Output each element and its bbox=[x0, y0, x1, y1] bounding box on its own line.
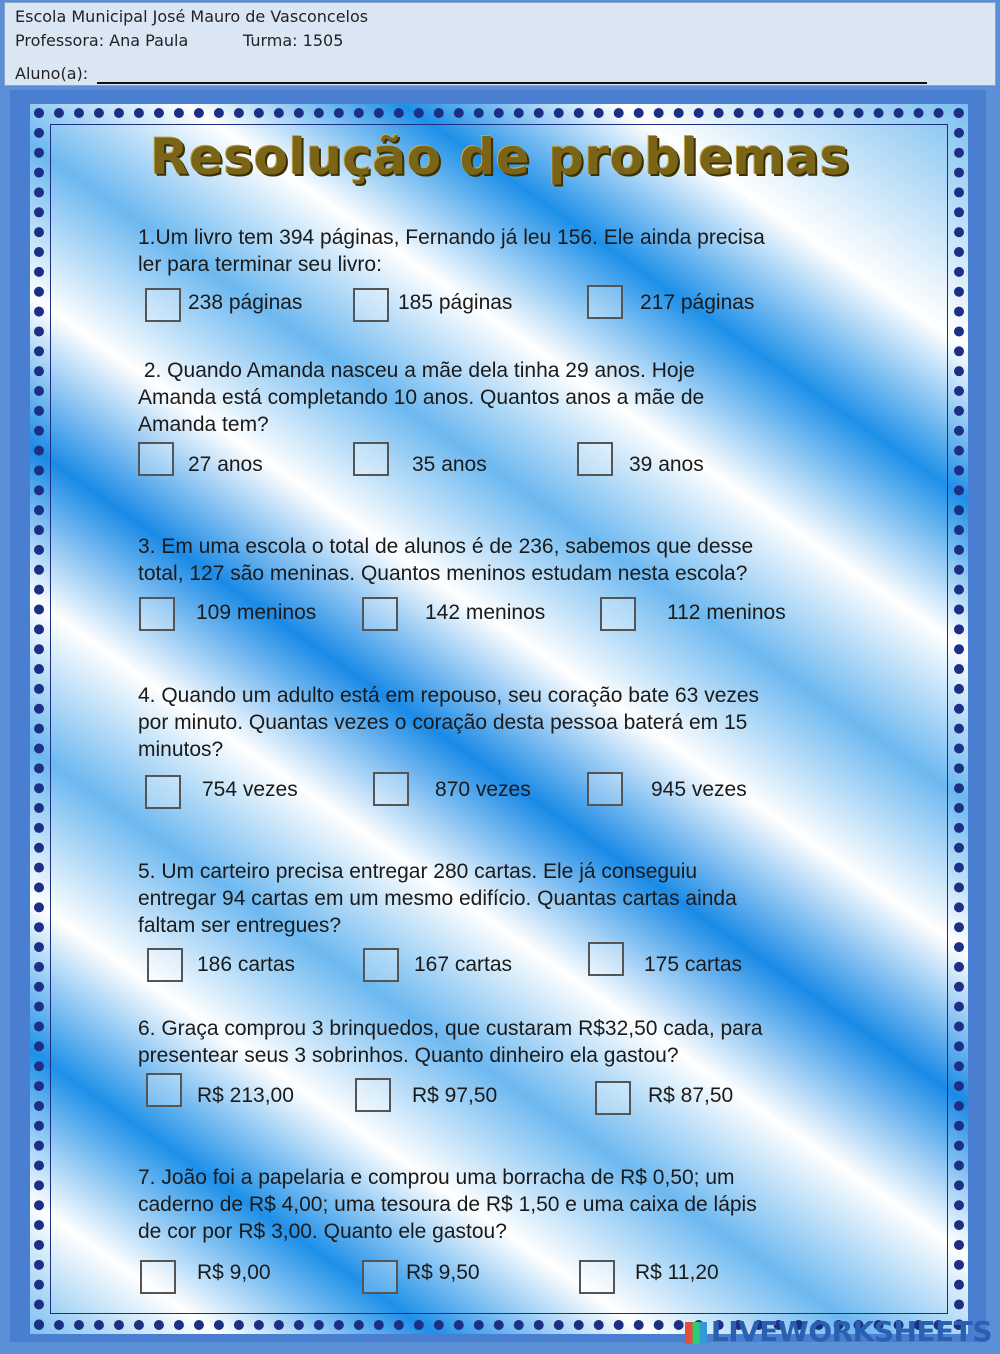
question-5 bbox=[138, 858, 858, 939]
answer-checkbox-q4-1[interactable] bbox=[145, 775, 181, 809]
answer-checkbox-q2-2[interactable] bbox=[353, 442, 389, 476]
question-7 bbox=[138, 1164, 858, 1245]
answer-checkbox-q3-3[interactable] bbox=[600, 597, 636, 631]
answer-checkbox-q6-3[interactable] bbox=[595, 1081, 631, 1115]
student-label: Aluno(a): bbox=[15, 64, 89, 83]
answer-option-label: 945 vezes bbox=[651, 778, 747, 801]
answer-option-label: 112 meninos bbox=[667, 601, 786, 624]
question-text-line: Amanda está completando 10 anos. Quantos anos a mãe de bbox=[138, 386, 705, 409]
answer-option-label: 39 anos bbox=[629, 453, 704, 476]
answer-checkbox-q1-3[interactable] bbox=[587, 285, 623, 319]
answer-checkbox-q5-1[interactable] bbox=[147, 948, 183, 982]
teacher-name: Professora: Ana Paula bbox=[15, 31, 189, 50]
question-text-line: 1.Um livro tem 394 páginas, Fernando já leu 156. Ele ainda precisa bbox=[138, 226, 765, 249]
question-text-line: entregar 94 cartas em um mesmo edifício. Quantas cartas ainda bbox=[138, 887, 737, 910]
class-number: Turma: 1505 bbox=[243, 31, 344, 50]
answer-checkbox-q5-3[interactable] bbox=[588, 942, 624, 976]
question-text-line: Amanda tem? bbox=[138, 413, 269, 436]
worksheet-header bbox=[4, 2, 996, 86]
watermark-logo bbox=[685, 1315, 992, 1348]
question-text-line: presentear seus 3 sobrinhos. Quanto dinheiro ela gastou? bbox=[138, 1044, 679, 1067]
question-text-line: por minuto. Quantas vezes o coração desta pessoa baterá em 15 bbox=[138, 711, 748, 734]
question-text-line: ler para terminar seu livro: bbox=[138, 253, 382, 276]
answer-checkbox-q7-1[interactable] bbox=[140, 1260, 176, 1294]
answer-checkbox-q1-1[interactable] bbox=[145, 288, 181, 322]
answer-option-label: 870 vezes bbox=[435, 778, 531, 801]
answer-checkbox-q2-3[interactable] bbox=[577, 442, 613, 476]
question-2 bbox=[138, 357, 858, 438]
answer-option-label: 217 páginas bbox=[640, 291, 755, 314]
answer-option-label: R$ 11,20 bbox=[635, 1261, 719, 1284]
answer-checkbox-q4-3[interactable] bbox=[587, 772, 623, 806]
answer-checkbox-q7-3[interactable] bbox=[579, 1260, 615, 1294]
answer-checkbox-q3-2[interactable] bbox=[362, 597, 398, 631]
answer-option-label: R$ 87,50 bbox=[648, 1084, 734, 1107]
question-text-line: 2. Quando Amanda nasceu a mãe dela tinha 29 anos. Hoje bbox=[138, 359, 695, 382]
question-text-line: 6. Graça comprou 3 brinquedos, que custaram R$32,50 cada, para bbox=[138, 1017, 763, 1040]
answer-checkbox-q1-2[interactable] bbox=[353, 288, 389, 322]
watermark-text: LIVEWORKSHEETS bbox=[710, 1315, 992, 1348]
question-text-line: caderno de R$ 4,00; uma tesoura de R$ 1,50 e uma caixa de lápis bbox=[138, 1193, 757, 1216]
question-text-line: 4. Quando um adulto está em repouso, seu coração bate 63 vezes bbox=[138, 684, 760, 707]
question-text-line: 3. Em uma escola o total de alunos é de 236, sabemos que desse bbox=[138, 535, 754, 558]
student-name-line[interactable] bbox=[97, 82, 927, 84]
answer-checkbox-q7-2[interactable] bbox=[362, 1260, 398, 1294]
answer-option-label: 175 cartas bbox=[644, 953, 743, 976]
page-title: Resolução de problemas bbox=[150, 128, 850, 186]
question-text-line: faltam ser entregues? bbox=[138, 914, 342, 937]
answer-option-label: 35 anos bbox=[412, 453, 487, 476]
question-4 bbox=[138, 682, 858, 763]
answer-checkbox-q2-1[interactable] bbox=[138, 442, 174, 476]
answer-checkbox-q6-1[interactable] bbox=[146, 1073, 182, 1107]
answer-option-label: 109 meninos bbox=[196, 601, 317, 624]
answer-option-label: 27 anos bbox=[188, 453, 263, 476]
question-1 bbox=[138, 224, 858, 278]
answer-option-label: 185 páginas bbox=[398, 291, 513, 314]
question-3 bbox=[138, 533, 858, 587]
question-text-line: minutos? bbox=[138, 738, 224, 761]
school-name: Escola Municipal José Mauro de Vasconcelos bbox=[15, 7, 369, 26]
question-text-line: de cor por R$ 3,00. Quanto ele gastou? bbox=[138, 1220, 507, 1243]
answer-option-label: R$ 97,50 bbox=[412, 1084, 498, 1107]
question-text-line: 7. João foi a papelaria e comprou uma borracha de R$ 0,50; um bbox=[138, 1166, 735, 1189]
question-text-line: 5. Um carteiro precisa entregar 280 cartas. Ele já conseguiu bbox=[138, 860, 698, 883]
answer-option-label: 238 páginas bbox=[188, 291, 303, 314]
answer-option-label: R$ 9,00 bbox=[197, 1261, 271, 1284]
logo-icon bbox=[685, 1322, 707, 1344]
answer-checkbox-q3-1[interactable] bbox=[139, 597, 175, 631]
answer-option-label: 186 cartas bbox=[197, 953, 296, 976]
answer-option-label: R$ 9,50 bbox=[406, 1261, 480, 1284]
answer-checkbox-q6-2[interactable] bbox=[355, 1078, 391, 1112]
answer-checkbox-q4-2[interactable] bbox=[373, 772, 409, 806]
question-text-line: total, 127 são meninas. Quantos meninos estudam nesta escola? bbox=[138, 562, 748, 585]
answer-option-label: R$ 213,00 bbox=[197, 1084, 294, 1107]
answer-checkbox-q5-2[interactable] bbox=[363, 948, 399, 982]
answer-option-label: 167 cartas bbox=[414, 953, 513, 976]
answer-option-label: 754 vezes bbox=[202, 778, 298, 801]
question-6 bbox=[138, 1015, 858, 1069]
answer-option-label: 142 meninos bbox=[425, 601, 546, 624]
